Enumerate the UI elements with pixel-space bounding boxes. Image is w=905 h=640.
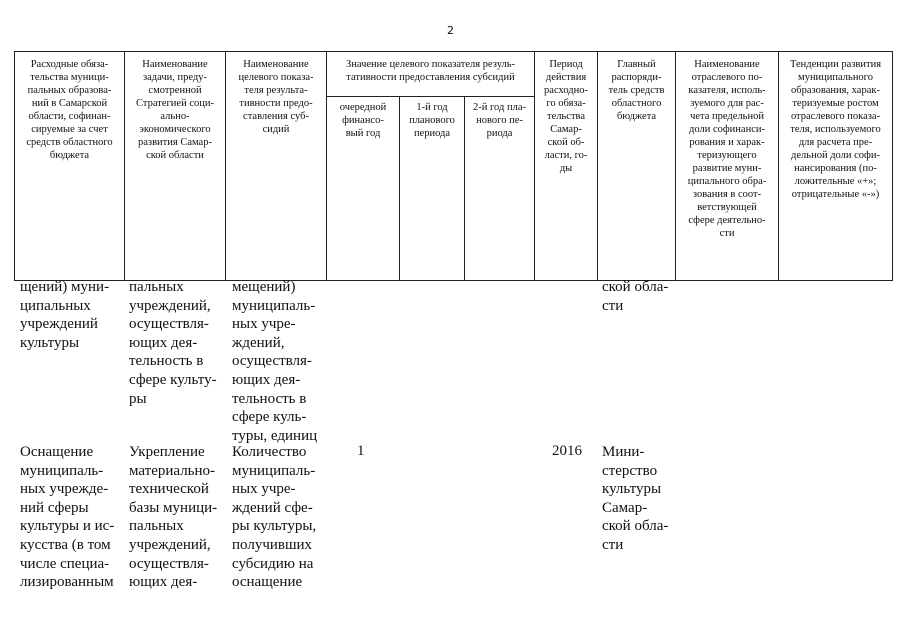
- header-period: Период действия расходно- го обяза- тельства Самар- ской об- ласти, го- ды: [535, 52, 598, 281]
- row2-col2: Укрепление материально- технической базы муници- пальных учреждений, осуществля- ющих дея-: [129, 444, 218, 591]
- header-target-value-group: Значение целевого показателя резуль- тативности предоставления субсидий: [327, 52, 535, 97]
- row2-next-year-value: 1: [357, 443, 365, 459]
- header-next-fiscal-year: очередной финансо- вый год: [327, 96, 400, 280]
- page-number: 2: [447, 24, 454, 37]
- row2-col6: Мини- стерство культуры Самар- ской обла- сти: [602, 444, 669, 553]
- header-sector-indicator: Наименование отраслевого по- казателя, исполь- зуемого для рас- чета предельной доли софинанси- рования и харак- теризующего развитие муни- ципального обра- зования в соот- ветствующей сфере деятельно- сти: [676, 52, 779, 281]
- row1-col2: пальных учреждений, осуществля- ющих дея- тельность в сфере культу- ры: [129, 279, 217, 407]
- header-chief-manager: Главный распоряди- тель средств областного бюджета: [598, 52, 676, 281]
- header-plan-year-2: 2-й год пла- нового пе- риода: [465, 96, 535, 280]
- header-development-trends: Тенденции развития муниципального образования, харак- теризуемые ростом отраслевого показа- теля, используемого для расчета пре- дельной доли софи- нансирования (по- ложительные «+»; отрицательные «-»): [779, 52, 893, 281]
- row2-col3: Количество муниципаль- ных учре- ждений сфе- ры культуры, получивших субсидию на оснащение: [232, 444, 317, 591]
- header-task-name: Наименование задачи, преду- смотренной Стратегией соци- ально- экономического развития Самар- ской области: [125, 52, 226, 281]
- row1-col6: ской обла- сти: [602, 279, 669, 314]
- row2-period-value: 2016: [552, 443, 582, 459]
- row2-col1: Оснащение муниципаль- ных учрежде- ний сферы культуры и ис- кусства (в том числе специа- лизированным: [20, 444, 115, 591]
- table-header: [14, 51, 893, 281]
- header-expense-obligations: Расходные обяза- тельства муници- пальных образова- ний в Самарской области, софинан- сируемые за счет средств областного бюджета: [15, 52, 125, 281]
- header-plan-year-1: 1-й год планового периода: [400, 96, 465, 280]
- row1-col3: мещений) муниципаль- ных учре- ждений, осуществля- ющих дея- тельность в сфере куль- туры, единиц: [232, 279, 318, 444]
- row1-col1: щений) муни- ципальных учреждений культуры: [20, 279, 110, 351]
- header-target-indicator: Наименование целевого показа- теля результа- тивности предо- ставления суб- сидий: [226, 52, 327, 281]
